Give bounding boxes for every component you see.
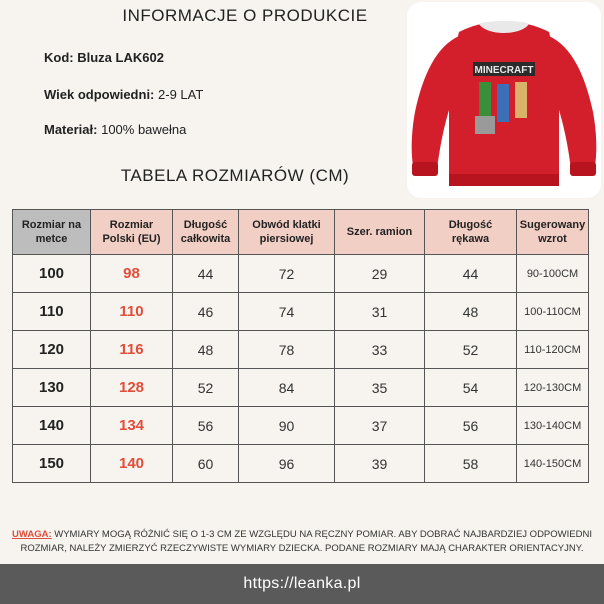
cell-sleeve: 56 [425, 407, 517, 445]
cell-sleeve: 48 [425, 293, 517, 331]
table-row [13, 331, 589, 369]
header-total-length: Długość całkowita [173, 210, 239, 255]
cell-eu-size: 98 [91, 255, 173, 293]
table-row [13, 255, 589, 293]
header-sleeve-length: Długość rękawa [425, 210, 517, 255]
cell-chest: 96 [239, 445, 335, 483]
note-body: WYMIARY MOGĄ RÓŻNIĆ SIĘ O 1-3 CM ZE WZGLĘDU NA RĘCZNY POMIAR. ABY DOBRAĆ NAJBARDZIEJ ODPOWIEDNI ROZMIAR, NALEŻY ZMIERZYĆ RZECZYWISTE WYMIARY DZIECKA. PODANE ROZMIARY MAJĄ CHARAKTER ORIENTACYJNY. [20, 529, 592, 554]
product-age [44, 87, 203, 102]
header-suggested-height: Sugerowany wzrot [517, 210, 589, 255]
cell-eu-size: 116 [91, 331, 173, 369]
logo-text: MINECRAFT [474, 65, 534, 76]
cell-chest: 84 [239, 369, 335, 407]
cell-total-length: 56 [173, 407, 239, 445]
product-age-value: 2-9 LAT [158, 87, 204, 102]
cell-eu-size: 110 [91, 293, 173, 331]
note-text [6, 528, 598, 556]
product-material-value: 100% bawełna [101, 122, 187, 137]
cell-label-size: 150 [13, 445, 91, 483]
cell-total-length: 44 [173, 255, 239, 293]
cell-eu-size: 134 [91, 407, 173, 445]
table-title: TABELA ROZMIARÓW (CM) [120, 166, 350, 185]
cell-total-length: 46 [173, 293, 239, 331]
cell-chest: 78 [239, 331, 335, 369]
cell-height: 90-100CM [517, 255, 589, 293]
page-title: INFORMACJE O PRODUKCIE [122, 6, 368, 25]
header-label-size: Rozmiar na metce [13, 210, 91, 255]
table-row [13, 445, 589, 483]
cell-label-size: 110 [13, 293, 91, 331]
cell-height: 120-130CM [517, 369, 589, 407]
cell-label-size: 130 [13, 369, 91, 407]
cell-total-length: 60 [173, 445, 239, 483]
figure-wolf-shape [475, 116, 495, 134]
cell-sleeve: 44 [425, 255, 517, 293]
right-cuff-shape [570, 162, 596, 176]
cell-sleeve: 54 [425, 369, 517, 407]
cell-shoulder: 33 [335, 331, 425, 369]
table-row [13, 407, 589, 445]
figure-creeper-shape [479, 82, 491, 116]
cell-height: 130-140CM [517, 407, 589, 445]
table-row [13, 293, 589, 331]
cell-chest: 74 [239, 293, 335, 331]
cell-eu-size: 128 [91, 369, 173, 407]
cell-chest: 90 [239, 407, 335, 445]
product-material [44, 122, 186, 137]
cell-label-size: 120 [13, 331, 91, 369]
header-eu-size: Rozmiar Polski (EU) [91, 210, 173, 255]
cell-total-length: 52 [173, 369, 239, 407]
figure-steve-shape [497, 84, 509, 122]
product-code [44, 50, 164, 65]
product-code-value: Bluza LAK602 [77, 50, 164, 65]
figure-alex-shape [515, 82, 527, 118]
product-material-label: Materiał: [44, 122, 98, 137]
cell-height: 110-120CM [517, 331, 589, 369]
cell-label-size: 140 [13, 407, 91, 445]
product-age-label: Wiek odpowiedni: [44, 87, 155, 102]
cell-shoulder: 35 [335, 369, 425, 407]
cell-label-size: 100 [13, 255, 91, 293]
cell-height: 140-150CM [517, 445, 589, 483]
note-label: UWAGA: [12, 529, 52, 540]
cell-eu-size: 140 [91, 445, 173, 483]
header-shoulder-width: Szer. ramion [335, 210, 425, 255]
size-table [12, 209, 589, 483]
cell-sleeve: 58 [425, 445, 517, 483]
cell-shoulder: 29 [335, 255, 425, 293]
cell-chest: 72 [239, 255, 335, 293]
footer-bar [0, 564, 604, 604]
table-row [13, 369, 589, 407]
cell-height: 100-110CM [517, 293, 589, 331]
cell-total-length: 48 [173, 331, 239, 369]
header-chest-circumference: Obwód klatki piersiowej [239, 210, 335, 255]
footer-url-link[interactable]: https://leanka.pl [243, 575, 361, 592]
cell-sleeve: 52 [425, 331, 517, 369]
product-code-label: Kod: [44, 50, 74, 65]
cell-shoulder: 31 [335, 293, 425, 331]
cell-shoulder: 39 [335, 445, 425, 483]
table-header-row [13, 210, 589, 255]
cell-shoulder: 37 [335, 407, 425, 445]
